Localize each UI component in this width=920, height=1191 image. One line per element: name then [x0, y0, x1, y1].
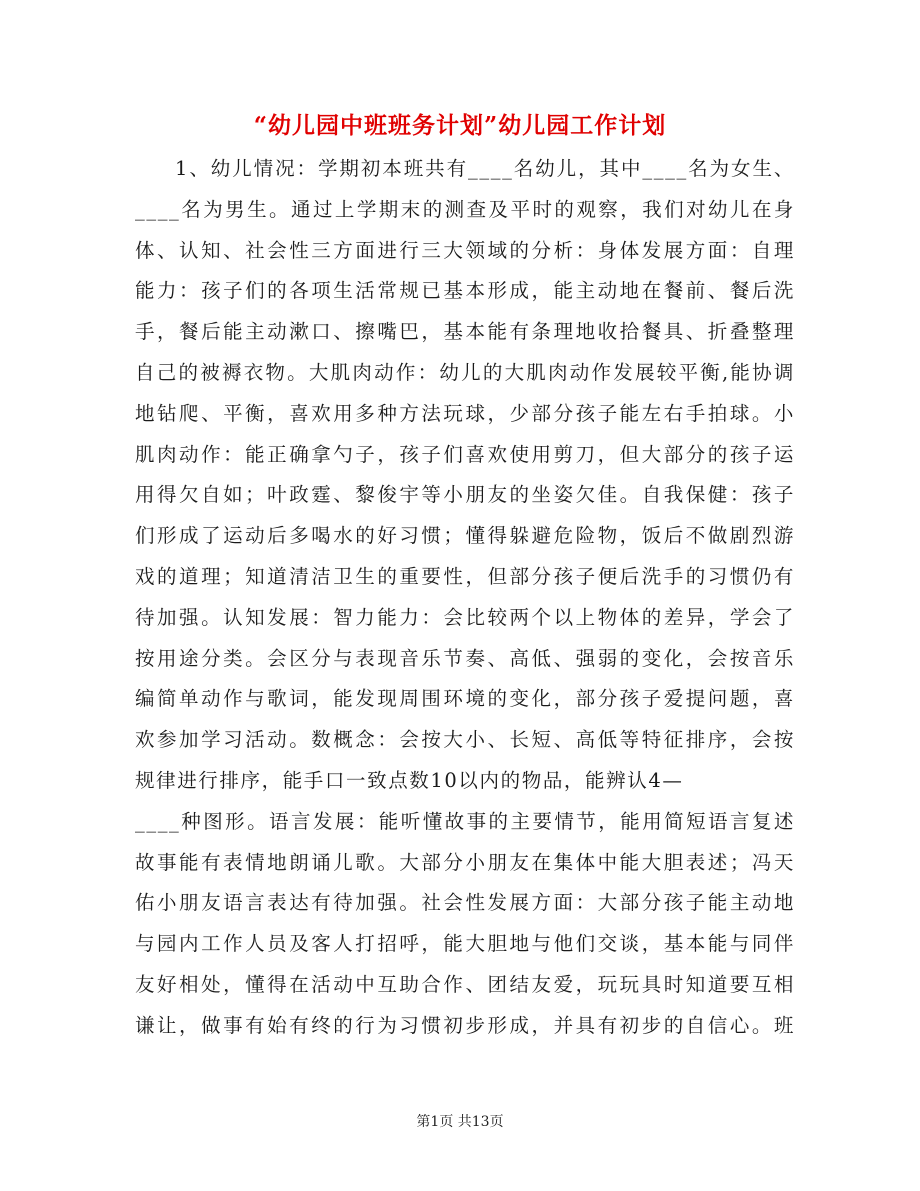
document-body [135, 149, 795, 1047]
body-line: 欢参加学习活动。数概念：会按大小、长短、高低等特征排序，会按 [135, 728, 795, 752]
body-line: ____种图形。语言发展：能听懂故事的主要情节，能用简短语言复述 [135, 809, 795, 833]
body-line: 规律进行排序，能手口一致点数10以内的物品，能辨认4— [135, 768, 684, 792]
body-line: 地钻爬、平衡，喜欢用多种方法玩球，少部分孩子能左右手拍球。小 [135, 401, 795, 425]
body-line: 与园内工作人员及客人打招呼，能大胆地与他们交谈，基本能与同伴 [135, 932, 795, 956]
body-line: 1、幼儿情况：学期初本班共有____名幼儿，其中____名为女生、 [175, 157, 795, 180]
body-line: 编简单动作与歌词，能发现周围环境的变化，部分孩子爱提问题，喜 [135, 687, 795, 711]
body-line: 友好相处，懂得在活动中互助合作、团结友爱，玩玩具时知道要互相 [135, 972, 795, 996]
body-line: 肌肉动作：能正确拿勺子，孩子们喜欢使用剪刀，但大部分的孩子运 [135, 442, 795, 466]
body-line: 故事能有表情地朗诵儿歌。大部分小朋友在集体中能大胆表述；冯天 [135, 850, 795, 874]
body-line: 能力：孩子们的各项生活常规已基本形成，能主动地在餐前、餐后洗 [135, 279, 795, 303]
body-line: 们形成了运动后多喝水的好习惯；懂得躲避危险物，饭后不做剧烈游 [135, 524, 795, 548]
body-line: 谦让，做事有始有终的行为习惯初步形成，并具有初步的自信心。班 [135, 1013, 795, 1037]
body-line: 戏的道理；知道清洁卫生的重要性，但部分孩子便后洗手的习惯仍有 [135, 564, 795, 588]
body-line: 手，餐后能主动漱口、擦嘴巴，基本能有条理地收拾餐具、折叠整理 [135, 320, 795, 344]
document-title: “幼儿园中班班务计划”幼儿园工作计划 [253, 112, 667, 139]
body-line: 待加强。认知发展：智力能力：会比较两个以上物体的差异，学会了 [135, 605, 795, 629]
body-line: 用得欠自如；叶政霆、黎俊宇等小朋友的坐姿欠佳。自我保健：孩子 [135, 483, 795, 507]
body-line: 自己的被褥衣物。大肌肉动作：幼儿的大肌肉动作发展较平衡,能协调 [135, 360, 795, 384]
body-line: 佑小朋友语言表达有待加强。社会性发展方面：大部分孩子能主动地 [135, 891, 795, 915]
body-line: 体、认知、社会性三方面进行三大领域的分析：身体发展方面：自理 [135, 238, 795, 262]
body-line: ____名为男生。通过上学期末的测查及平时的观察，我们对幼儿在身 [135, 197, 795, 221]
body-line: 按用途分类。会区分与表现音乐节奏、高低、强弱的变化，会按音乐 [135, 646, 795, 670]
page-number-footer: 第1页 共13页 [416, 1114, 504, 1130]
